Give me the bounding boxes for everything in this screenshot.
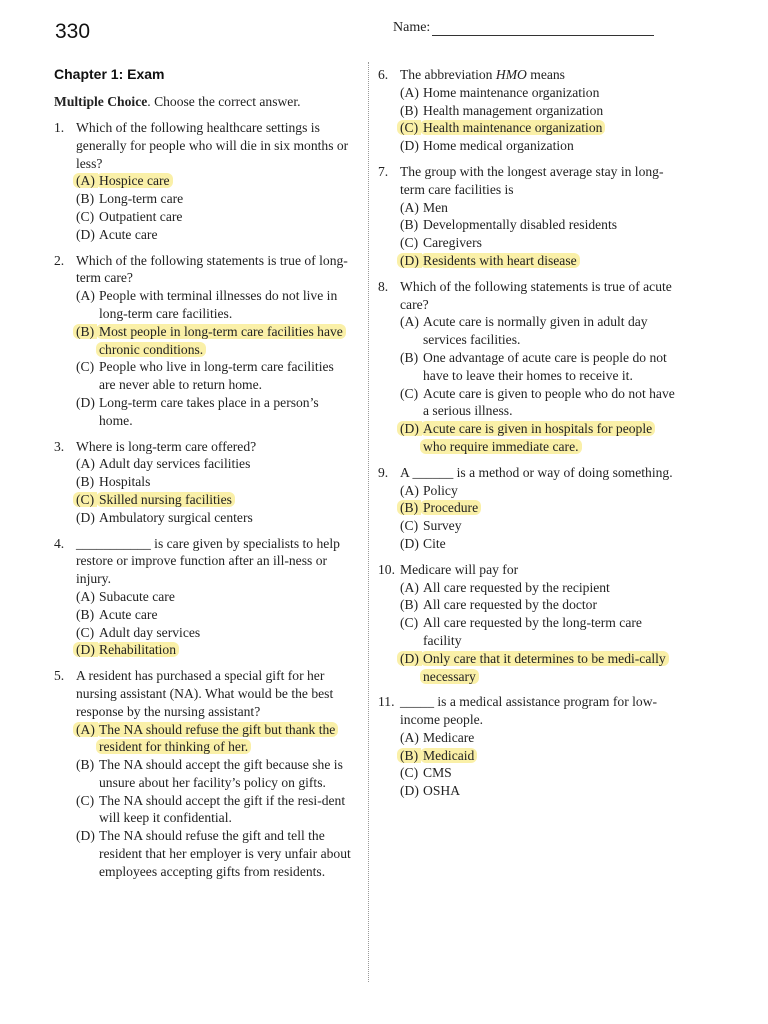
question-text-part: The abbreviation: [400, 67, 496, 82]
option-letter-text: (D): [76, 394, 95, 410]
option-letter: [400, 349, 423, 385]
answer-option-highlighted[interactable]: [400, 650, 678, 686]
answer-option[interactable]: [400, 782, 678, 800]
option-text-content: Long-term care takes place in a person’s home.: [99, 394, 319, 428]
answer-option[interactable]: [400, 84, 678, 102]
question-stem: [378, 66, 678, 84]
option-letter: [76, 509, 99, 527]
option-letter: [400, 614, 423, 650]
question-stem: [378, 561, 678, 579]
option-text-content: Procedure: [420, 500, 481, 515]
option-text: [99, 172, 352, 190]
answer-option[interactable]: [76, 455, 352, 473]
option-text: [99, 641, 352, 659]
question-number: 2.: [54, 252, 65, 268]
answer-options: [76, 287, 352, 429]
question-stem: [378, 693, 678, 729]
option-text-content: Men: [423, 199, 448, 215]
question-text: Medicare will pay for: [400, 561, 519, 577]
option-letter-text: (A): [400, 199, 419, 215]
answer-option[interactable]: [400, 216, 678, 234]
option-text-content: The NA should accept the gift if the resi-dent will keep it confidential.: [99, 792, 346, 826]
question-number: 8.: [378, 278, 389, 294]
answer-option[interactable]: [76, 287, 352, 323]
option-letter-text: (B): [73, 324, 97, 339]
answer-options: [400, 729, 678, 800]
option-text-content: Health management organization: [423, 102, 604, 118]
option-letter: [400, 579, 423, 597]
option-text-content: Only care that it determines to be medi-cally necessary: [420, 651, 669, 684]
answer-option[interactable]: [400, 234, 678, 252]
option-text-content: Acute care: [99, 226, 158, 242]
option-letter-text: (B): [76, 606, 95, 622]
option-letter: [400, 102, 423, 120]
question-stem: [378, 278, 678, 314]
option-text-content: Residents with heart disease: [420, 253, 580, 268]
question: [54, 438, 352, 527]
option-text: [423, 614, 678, 650]
option-text-content: Home medical organization: [423, 138, 574, 154]
answer-option[interactable]: [400, 596, 678, 614]
option-text: [423, 234, 678, 252]
question-number: 9.: [378, 464, 389, 480]
question: [378, 561, 678, 686]
question-text: The group with the longest average stay in long-term care facilities is: [400, 163, 664, 197]
option-letter: [400, 782, 423, 800]
question-text: A resident has purchased a special gift for her nursing assistant (NA). What would be the best response by the nursing assistant?: [76, 668, 334, 719]
question-text: Which of the following healthcare settings is generally for people who will die in six months or less?: [76, 120, 349, 171]
option-text: [423, 216, 678, 234]
option-text: [99, 394, 352, 430]
question-text: Which of the following statements is true of acute care?: [400, 278, 672, 312]
option-text-content: Skilled nursing facilities: [96, 492, 235, 507]
option-text: [423, 313, 678, 349]
option-letter: [400, 729, 423, 747]
option-text-content: The NA should refuse the gift but thank the resident for thinking of her.: [96, 722, 338, 755]
option-text: [99, 721, 352, 757]
answer-options: [400, 313, 678, 455]
option-text: [423, 482, 678, 500]
answer-option[interactable]: [400, 535, 678, 553]
question-number: 10.: [378, 561, 395, 577]
answer-option[interactable]: [400, 482, 678, 500]
option-text-content: Hospice care: [96, 173, 173, 188]
question-stem: [54, 535, 352, 588]
option-text-content: Outpatient care: [99, 208, 183, 224]
option-text-content: Cite: [423, 535, 446, 551]
answer-option-highlighted[interactable]: [400, 747, 678, 765]
answer-option[interactable]: [400, 385, 678, 421]
answer-option[interactable]: [400, 729, 678, 747]
option-text-content: Adult day services facilities: [99, 456, 251, 472]
option-text: [423, 535, 678, 553]
question-number: 1.: [54, 120, 65, 135]
option-letter-text: (A): [400, 482, 419, 498]
question-number: 4.: [54, 535, 65, 551]
option-letter-text: (C): [76, 359, 95, 375]
answer-option[interactable]: [76, 827, 352, 880]
option-letter-text: (A): [73, 173, 98, 188]
answer-options: [400, 84, 678, 155]
question-text-part: means: [526, 67, 565, 82]
right-question-list: [378, 66, 678, 800]
option-letter: [400, 517, 423, 535]
question-stem: [378, 163, 678, 199]
option-letter: [76, 190, 99, 208]
option-text: [99, 827, 352, 880]
option-text: [99, 190, 352, 208]
option-letter-text: (B): [76, 757, 95, 773]
option-text-content: Medicare: [423, 729, 475, 745]
option-letter-text: (D): [400, 535, 419, 551]
option-letter: [76, 792, 99, 828]
question-number: 3.: [54, 438, 65, 454]
option-text-content: Caregivers: [423, 235, 482, 251]
question-text: Which of the following statements is true of long-term care?: [76, 252, 348, 286]
option-letter-text: (B): [76, 474, 95, 490]
answer-option[interactable]: [400, 764, 678, 782]
option-letter-text: (B): [400, 597, 419, 613]
answer-options: [400, 199, 678, 270]
question-text: [400, 66, 678, 84]
option-letter-text: (A): [400, 579, 419, 595]
option-text-content: One advantage of acute care is people do not have to leave their homes to receive it.: [423, 349, 667, 383]
question: [378, 464, 678, 553]
answer-option-highlighted[interactable]: [76, 641, 352, 659]
question-number: 6.: [378, 67, 389, 82]
option-text: [423, 252, 678, 270]
question-text: _____ is a medical assistance program for low-income people.: [400, 694, 658, 728]
option-text: [423, 517, 678, 535]
option-letter: [400, 764, 423, 782]
option-text-content: Acute care: [99, 606, 158, 622]
option-text: [99, 491, 352, 509]
answer-options: [76, 721, 352, 881]
answer-option[interactable]: [76, 358, 352, 394]
option-letter: [400, 482, 423, 500]
option-letter-text: (A): [400, 729, 419, 745]
option-letter-text: (C): [73, 492, 97, 507]
option-text-content: Long-term care: [99, 191, 184, 207]
answer-option[interactable]: [400, 313, 678, 349]
option-text-content: All care requested by the long-term care facility: [423, 615, 642, 648]
option-text-content: Acute care is given to people who do not have a serious illness.: [423, 385, 675, 419]
option-text-content: Policy: [423, 482, 458, 498]
answer-option-highlighted[interactable]: [400, 252, 678, 270]
option-letter: [76, 473, 99, 491]
answer-option-highlighted[interactable]: [76, 172, 352, 190]
option-text: [423, 84, 678, 102]
option-text-content: Adult day services: [99, 624, 201, 640]
instructions-text: . Choose the correct answer.: [147, 94, 301, 109]
option-text: [423, 420, 678, 456]
option-letter: [400, 199, 423, 217]
left-column: [54, 66, 352, 889]
answer-option[interactable]: [400, 349, 678, 385]
answer-option[interactable]: [76, 226, 352, 244]
instructions-label: Multiple Choice: [54, 94, 148, 109]
page-number: 330: [55, 20, 91, 43]
option-text: [423, 119, 678, 137]
option-text: [423, 782, 678, 800]
option-text-content: Acute care is given in hospitals for people who require immediate care.: [420, 421, 655, 454]
answer-option[interactable]: [76, 606, 352, 624]
question: [54, 535, 352, 660]
option-text-content: The NA should refuse the gift and tell the resident that her employer is very unfair about employees accepting gifts from residents.: [99, 828, 351, 879]
option-letter-text: (D): [400, 783, 419, 799]
question-stem: [54, 252, 352, 288]
answer-option[interactable]: [400, 579, 678, 597]
option-text-content: Home maintenance organization: [423, 84, 600, 100]
answer-option[interactable]: [76, 473, 352, 491]
answer-option-highlighted[interactable]: [76, 721, 352, 757]
chapter-title: Chapter 1: Exam: [54, 66, 165, 82]
answer-option[interactable]: [400, 137, 678, 155]
question-number: 7.: [378, 163, 389, 179]
option-letter-text: (D): [76, 828, 95, 844]
question-stem: [54, 667, 352, 720]
answer-option-highlighted[interactable]: [76, 491, 352, 509]
option-letter-text: (C): [397, 120, 421, 135]
option-letter-text: (D): [397, 651, 422, 666]
option-letter-text: (D): [76, 509, 95, 525]
answer-option[interactable]: [400, 102, 678, 120]
option-text: [99, 287, 352, 323]
option-letter-text: (B): [400, 349, 419, 365]
answer-option[interactable]: [76, 624, 352, 642]
option-letter-text: (A): [73, 722, 98, 737]
option-text: [99, 473, 352, 491]
question: [54, 252, 352, 430]
option-text-content: Acute care is normally given in adult day services facilities.: [423, 314, 648, 348]
question: [378, 693, 678, 800]
option-text: [423, 385, 678, 421]
option-letter: [76, 287, 99, 323]
option-letter-text: (C): [400, 765, 419, 781]
answer-option[interactable]: [76, 509, 352, 527]
option-text: [423, 764, 678, 782]
option-text: [99, 226, 352, 244]
question: [378, 278, 678, 456]
answer-option[interactable]: [76, 756, 352, 792]
question-stem: [54, 438, 352, 456]
option-text-content: OSHA: [423, 783, 461, 799]
answer-option[interactable]: [76, 394, 352, 430]
option-letter-text: (B): [397, 500, 421, 515]
option-letter: [400, 84, 423, 102]
option-text-content: Hospitals: [99, 474, 151, 490]
question-stem: [54, 119, 352, 172]
option-text-content: All care requested by the recipient: [423, 579, 610, 595]
answer-option-highlighted[interactable]: [400, 499, 678, 517]
option-letter: [76, 394, 99, 430]
answer-option-highlighted[interactable]: [400, 119, 678, 137]
option-letter: [76, 208, 99, 226]
option-letter-text: (C): [76, 792, 95, 808]
answer-option[interactable]: [400, 614, 678, 650]
option-text-content: Subacute care: [99, 588, 175, 604]
answer-option-highlighted[interactable]: [76, 323, 352, 359]
name-blank-line[interactable]: [432, 21, 654, 36]
question: [378, 66, 678, 155]
option-text-content: All care requested by the doctor: [423, 597, 598, 613]
question: [54, 667, 352, 881]
option-text: [423, 650, 678, 686]
option-letter-text: (B): [397, 748, 421, 763]
option-text: [99, 455, 352, 473]
answer-option[interactable]: [400, 517, 678, 535]
option-text: [99, 509, 352, 527]
question-number: 11.: [378, 694, 395, 710]
option-text: [423, 199, 678, 217]
answer-option[interactable]: [76, 208, 352, 226]
instructions: [54, 94, 352, 110]
option-letter-text: (B): [400, 217, 419, 233]
option-letter-text: (A): [76, 288, 95, 304]
option-text: [423, 729, 678, 747]
column-divider: [368, 62, 369, 982]
option-text: [99, 323, 352, 359]
answer-options: [76, 172, 352, 243]
option-letter: [400, 385, 423, 421]
option-letter: [400, 137, 423, 155]
option-text: [99, 588, 352, 606]
question-text-abbreviation: HMO: [495, 67, 527, 82]
answer-option[interactable]: [400, 199, 678, 217]
option-letter-text: (A): [76, 456, 95, 472]
option-letter-text: (C): [400, 235, 419, 251]
option-text-content: The NA should accept the gift because she is unsure about her facility’s policy on gifts.: [99, 757, 343, 790]
option-letter-text: (B): [76, 191, 95, 207]
option-text-content: Medicaid: [420, 748, 477, 763]
option-text-content: Developmentally disabled residents: [423, 217, 618, 233]
option-letter: [76, 827, 99, 880]
option-text: [99, 624, 352, 642]
option-text: [99, 756, 352, 792]
answer-options: [76, 588, 352, 659]
answer-options: [400, 482, 678, 553]
option-letter-text: (C): [400, 385, 419, 401]
option-text-content: Survey: [423, 518, 462, 534]
option-letter-text: (D): [73, 642, 98, 657]
answer-option[interactable]: [76, 792, 352, 828]
option-text-content: Ambulatory surgical centers: [99, 509, 253, 525]
option-letter: [400, 313, 423, 349]
option-text: [423, 349, 678, 385]
option-text-content: People who live in long-term care facilities are never able to return home.: [99, 359, 334, 393]
option-text-content: Rehabilitation: [96, 642, 179, 657]
option-letter-text: (D): [76, 226, 95, 242]
option-letter: [76, 756, 99, 792]
option-letter-text: (D): [397, 253, 422, 268]
right-column: [378, 66, 678, 808]
option-text-content: CMS: [423, 765, 452, 781]
question-stem: [378, 464, 678, 482]
question-text: Where is long-term care offered?: [76, 438, 257, 454]
option-letter: [76, 455, 99, 473]
option-text: [423, 102, 678, 120]
option-text: [423, 579, 678, 597]
option-letter: [76, 606, 99, 624]
option-letter: [76, 624, 99, 642]
option-letter: [400, 234, 423, 252]
option-letter: [400, 596, 423, 614]
question-number: 5.: [54, 668, 65, 684]
question: [54, 119, 352, 244]
option-letter: [400, 216, 423, 234]
option-text: [99, 606, 352, 624]
answer-option[interactable]: [76, 588, 352, 606]
option-letter-text: (D): [400, 138, 419, 154]
option-text: [99, 208, 352, 226]
name-field: [393, 20, 654, 36]
option-text: [423, 499, 678, 517]
option-letter-text: (A): [400, 84, 419, 100]
option-letter-text: (C): [76, 208, 95, 224]
option-letter: [76, 358, 99, 394]
option-letter: [400, 535, 423, 553]
answer-options: [76, 455, 352, 526]
left-question-list: [54, 119, 352, 881]
option-text: [423, 137, 678, 155]
question: [378, 163, 678, 270]
option-letter-text: (C): [400, 615, 419, 631]
option-letter-text: (D): [397, 421, 422, 436]
option-letter-text: (B): [400, 102, 419, 118]
option-letter-text: (A): [400, 314, 419, 330]
option-text-content: Most people in long-term care facilities have chronic conditions.: [96, 324, 346, 357]
option-letter: [76, 226, 99, 244]
question-text: A ______ is a method or way of doing something.: [400, 464, 673, 480]
answer-options: [400, 579, 678, 686]
option-letter: [76, 588, 99, 606]
option-text: [423, 596, 678, 614]
name-label: Name:: [393, 20, 431, 35]
option-text: [423, 747, 678, 765]
option-text-content: Health maintenance organization: [420, 120, 605, 135]
option-letter-text: (A): [76, 588, 95, 604]
option-letter-text: (C): [76, 624, 95, 640]
answer-option[interactable]: [76, 190, 352, 208]
option-text: [99, 792, 352, 828]
option-letter-text: (C): [400, 518, 419, 534]
option-text-content: People with terminal illnesses do not live in long-term care facilities.: [99, 288, 338, 321]
question-text: ___________ is care given by specialists to help restore or improve function after an ill-ness or injury.: [76, 535, 340, 587]
option-text: [99, 358, 352, 394]
answer-option-highlighted[interactable]: [400, 420, 678, 456]
